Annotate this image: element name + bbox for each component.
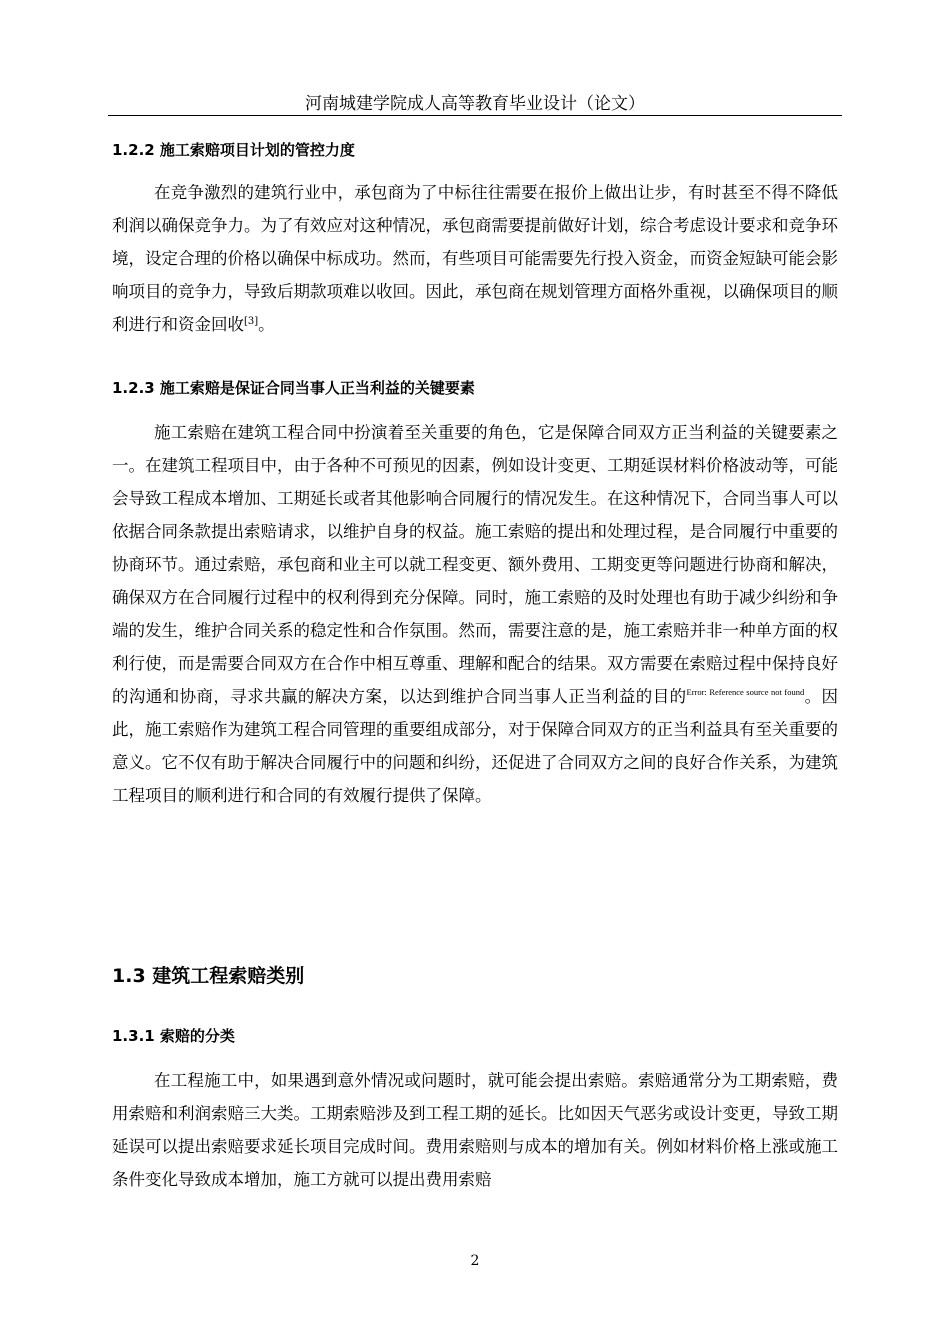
reference-error: Error: Reference source not found	[686, 687, 805, 697]
page-header: 河南城建学院成人高等教育毕业设计（论文）	[305, 94, 645, 114]
paragraph-1-2-3	[112, 416, 838, 812]
paragraph-text: 在竞争激烈的建筑行业中，承包商为了中标往往需要在报价上做出让步，有时甚至不得不降低利润以确保竞争力。为了有效应对这种情况，承包商需要提前做好计划，综合考虑设计要求和竞争环境，设定合理的价格以确保中标成功。然而，有些项目可能需要先行投入资金，而资金短缺可能会影响项目的竞争力，导致后期款项难以收回。因此，承包商在规划管理方面格外重视，以确保项目的顺利进行和资金回收	[112, 183, 838, 334]
paragraph-1-3-1: 在工程施工中，如果遇到意外情况或问题时，就可能会提出索赔。索赔通常分为工期索赔，费用索赔和利润索赔三大类。工期索赔涉及到工程工期的延长。比如因天气恶劣或设计变更，导致工期延误可以提出索赔要求延长项目完成时间。费用索赔则与成本的增加有关。例如材料价格上涨或施工条件变化导致成本增加，施工方就可以提出费用索赔	[112, 1071, 838, 1189]
section-heading-1-2-2: 1.2.2 施工索赔项目计划的管控力度	[112, 141, 355, 159]
section-heading-1-3: 1.3 建筑工程索赔类别	[112, 965, 305, 987]
paragraph-text-part2: 。因此，施工索赔作为建筑工程合同管理的重要组成部分，对于保障合同双方的正当利益具有至关重要的意义。它不仅有助于解决合同履行中的问题和纠纷，还促进了合同双方之间的良好合作关系，为建筑工程项目的顺利进行和合同的有效履行提供了保障。	[112, 687, 838, 805]
page-number: 2	[470, 1253, 480, 1269]
citation-ref: [3]	[244, 316, 259, 327]
paragraph-1-2-2	[112, 176, 838, 341]
header-divider	[108, 115, 842, 116]
section-heading-1-2-3: 1.2.3 施工索赔是保证合同当事人正当利益的关键要素	[112, 379, 475, 397]
section-heading-1-3-1: 1.3.1 索赔的分类	[112, 1027, 235, 1045]
paragraph-end: 。	[258, 315, 275, 334]
paragraph-text-part1: 施工索赔在建筑工程合同中扮演着至关重要的角色，它是保障合同双方正当利益的关键要素之一。在建筑工程项目中，由于各种不可预见的因素，例如设计变更、工期延误材料价格波动等，可能会导致工程成本增加、工期延长或者其他影响合同履行的情况发生。在这种情况下，合同当事人可以依据合同条款提出索赔请求，以维护自身的权益。施工索赔的提出和处理过程，是合同履行中重要的协商环节。通过索赔，承包商和业主可以就工程变更、额外费用、工期变更等问题进行协商和解决，确保双方在合同履行过程中的权利得到充分保障。同时，施工索赔的及时处理也有助于减少纠纷和争端的发生，维护合同关系的稳定性和合作氛围。然而，需要注意的是，施工索赔并非一种单方面的权利行使，而是需要合同双方在合作中相互尊重、理解和配合的结果。双方需要在索赔过程中保持良好的沟通和协商，寻求共赢的解决方案，以达到维护合同当事人正当利益的目的	[112, 423, 838, 706]
